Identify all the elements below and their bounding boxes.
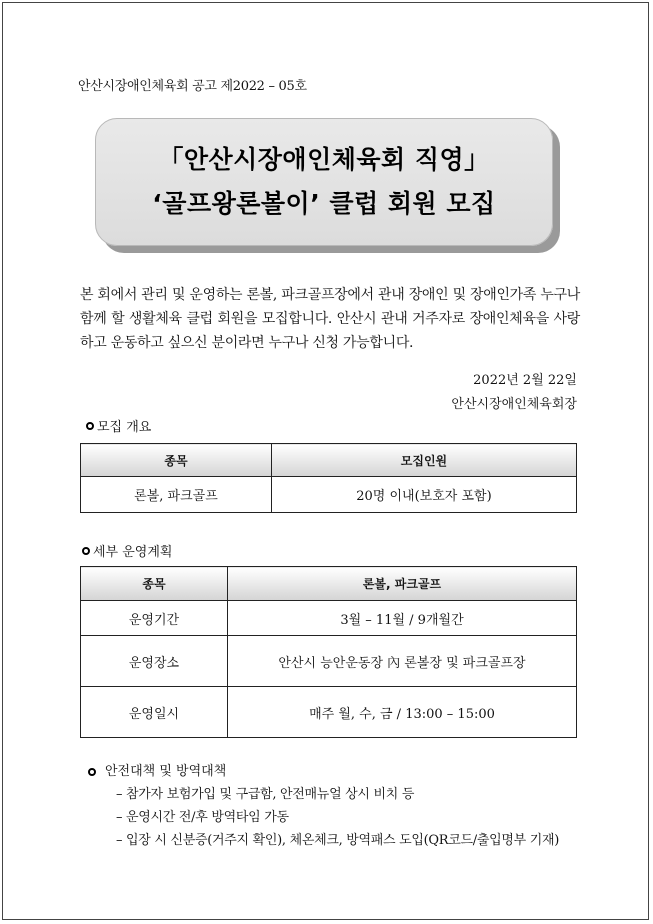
overview-heading-text: 모집 개요 bbox=[97, 420, 152, 435]
overview-table bbox=[80, 443, 577, 513]
header-cell: 종목 bbox=[81, 567, 228, 601]
plan-heading bbox=[82, 541, 172, 560]
plan-heading-text: 세부 운영계획 bbox=[93, 545, 173, 560]
circle-bullet-icon bbox=[86, 422, 94, 430]
overview-heading bbox=[86, 416, 151, 435]
circle-bullet-icon bbox=[82, 547, 90, 555]
safety-heading-text: 안전대책 및 방역대책 bbox=[105, 764, 227, 779]
table-cell: 운영장소 bbox=[81, 636, 228, 687]
table-cell: 운영일시 bbox=[81, 687, 228, 738]
safety-heading bbox=[88, 760, 559, 783]
header-cell: 론볼, 파크골프 bbox=[228, 567, 577, 601]
issue-block bbox=[451, 369, 577, 417]
issue-date: 2022년 2월 22일 bbox=[473, 373, 577, 388]
table-header-row bbox=[81, 444, 577, 477]
circle-bullet-icon bbox=[88, 768, 96, 776]
table-row bbox=[81, 636, 577, 687]
safety-section bbox=[88, 760, 559, 852]
plan-table bbox=[80, 566, 577, 738]
notice-number: 안산시장애인체육회 공고 제2022 – 05호 bbox=[78, 79, 307, 94]
table-cell: 3월 – 11월 / 9개월간 bbox=[228, 601, 577, 636]
title-line-1: 「안산시장애인체육회 직영」 bbox=[158, 145, 490, 174]
table-cell: 론볼, 파크골프 bbox=[81, 477, 272, 513]
safety-list bbox=[88, 783, 559, 852]
list-item: – 운영시간 전/후 방역타임 가동 bbox=[116, 810, 289, 825]
intro-paragraph: 본 회에서 관리 및 운영하는 론볼, 파크골프장에서 관내 장애인 및 장애인가족 누구나 함께 할 생활체육 클럽 회원을 모집합니다. 안산시 관내 거주자로 장애인체육을 사랑하고 운동하고 싶으신 분이라면 누구나 신청 가능합니다. bbox=[80, 287, 580, 351]
table-cell: 20명 이내(보호자 포함) bbox=[271, 477, 576, 513]
title-line-2: ‘골프왕론볼이’ 클럽 회원 모집 bbox=[152, 189, 496, 218]
table-cell: 운영기간 bbox=[81, 601, 228, 636]
table-cell: 안산시 능안운동장 內 론볼장 및 파크골프장 bbox=[228, 636, 577, 687]
header-cell: 모집인원 bbox=[271, 444, 576, 477]
table-row bbox=[81, 687, 577, 738]
list-item: – 참가자 보험가입 및 구급함, 안전매뉴얼 상시 비치 등 bbox=[116, 787, 415, 802]
list-item: – 입장 시 신분증(거주지 확인), 체온체크, 방역패스 도입(QR코드/출입명부 기재) bbox=[116, 833, 560, 848]
table-row bbox=[81, 477, 577, 513]
table-row bbox=[81, 601, 577, 636]
title-box bbox=[95, 118, 553, 246]
issuer: 안산시장애인체육회장 bbox=[451, 397, 577, 412]
table-header-row bbox=[81, 567, 577, 601]
table-cell: 매주 월, 수, 금 / 13:00 – 15:00 bbox=[228, 687, 577, 738]
header-cell: 종목 bbox=[81, 444, 272, 477]
